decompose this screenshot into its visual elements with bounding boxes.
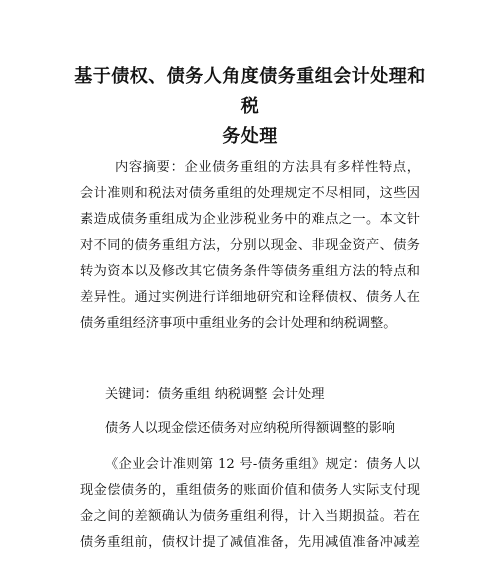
abstract-line: 内容摘要：企业债务重组的方法具有多样性特点，	[115, 160, 420, 175]
keywords-line: 关键词：债务重组 纳税调整 会计处理	[105, 387, 325, 402]
abstract-line: 转为资本以及修改其它债务条件等债务重组方法的特点和	[80, 264, 420, 279]
body-line: 现金偿债务的，重组债务的账面价值和债务人实际支付现	[80, 483, 420, 498]
title-line-2: 务处理	[222, 126, 278, 147]
document-title	[70, 62, 430, 152]
body-line: 金之间的差额确认为债务重组利得，计入当期损益。若在	[80, 509, 420, 524]
abstract-line: 对不同的债务重组方法，分别以现金、非现金资产、债务	[80, 238, 420, 253]
section-heading: 债务人以现金偿还债务对应纳税所得额调整的影响	[105, 421, 396, 436]
title-line-1: 基于债权、债务人角度债务重组会计处理和税	[74, 66, 426, 117]
abstract-line: 会计准则和税法对债务重组的处理规定不尽相同，这些因	[80, 186, 420, 201]
abstract-line: 债务重组经济事项中重组业务的会计处理和纳税调整。	[80, 316, 397, 331]
abstract-line: 素造成债务重组成为企业涉税业务中的难点之一。本文针	[80, 212, 420, 227]
body-line: 《企业会计准则第 12 号-债务重组》规定：债务人以	[105, 457, 420, 472]
body-line: 债务重组前，债权计提了减值准备，先用减值准备冲减差	[80, 535, 420, 550]
abstract-line: 差异性。通过实例进行详细地研究和诠释债权、债务人在	[80, 290, 420, 305]
